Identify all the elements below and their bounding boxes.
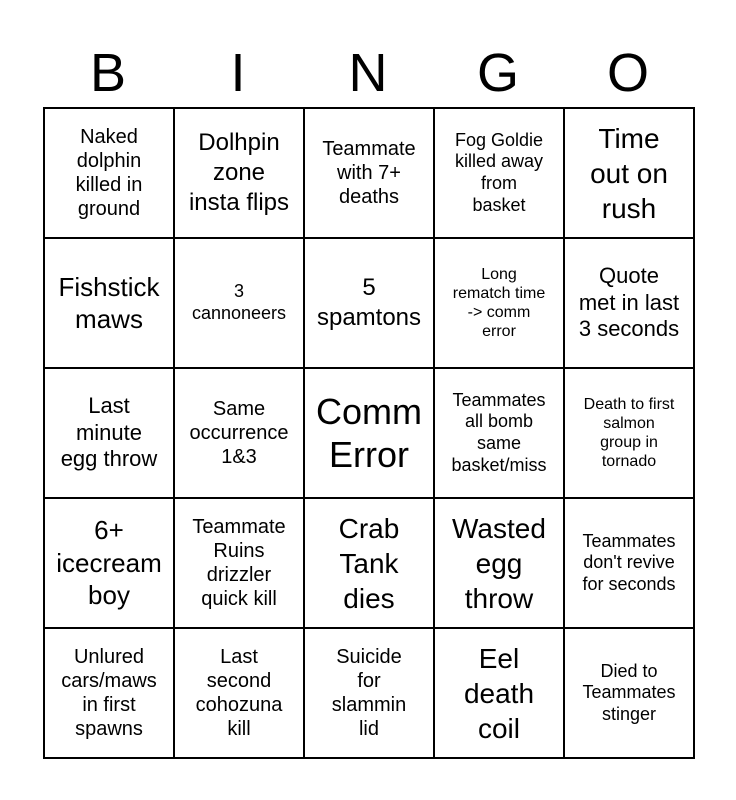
bingo-cell-r2c4[interactable]: Long rematch time -> comm error [435,239,565,369]
bingo-cell-r2c3[interactable]: 5 spamtons [305,239,435,369]
header-letter-b: B [89,43,127,103]
bingo-grid [43,107,695,759]
bingo-cell-r1c4[interactable]: Fog Goldie killed away from basket [435,109,565,239]
bingo-cell-r4c3[interactable]: Crab Tank dies [305,499,435,629]
bingo-cell-r3c1[interactable]: Last minute egg throw [45,369,175,499]
header-letter-o: O [606,43,649,103]
bingo-cell-r5c4[interactable]: Eel death coil [435,629,565,759]
bingo-cell-r5c3[interactable]: Suicide for slammin lid [305,629,435,759]
bingo-cell-r2c5[interactable]: Quote met in last 3 seconds [565,239,695,369]
bingo-cell-r3c2[interactable]: Same occurrence 1&3 [175,369,305,499]
header-letter-n: N [348,43,388,103]
bingo-cell-r4c5[interactable]: Teammates don't revive for seconds [565,499,695,629]
bingo-cell-r5c1[interactable]: Unlured cars/maws in first spawns [45,629,175,759]
bingo-cell-r1c2[interactable]: Dolhpin zone insta flips [175,109,305,239]
bingo-header [43,40,693,106]
bingo-cell-r4c1[interactable]: 6+ icecream boy [45,499,175,629]
bingo-cell-r3c4[interactable]: Teammates all bomb same basket/miss [435,369,565,499]
bingo-cell-r1c5[interactable]: Time out on rush [565,109,695,239]
bingo-cell-r5c2[interactable]: Last second cohozuna kill [175,629,305,759]
bingo-cell-r5c5[interactable]: Died to Teammates stinger [565,629,695,759]
header-letter-i: I [230,43,246,103]
bingo-cell-r3c5[interactable]: Death to first salmon group in tornado [565,369,695,499]
header-letter-g: G [476,43,519,103]
bingo-cell-r2c1[interactable]: Fishstick maws [45,239,175,369]
bingo-cell-r4c4[interactable]: Wasted egg throw [435,499,565,629]
bingo-cell-r3c3-free[interactable]: Comm Error [305,369,435,499]
bingo-cell-r1c3[interactable]: Teammate with 7+ deaths [305,109,435,239]
bingo-cell-r1c1[interactable]: Naked dolphin killed in ground [45,109,175,239]
bingo-cell-r2c2[interactable]: 3 cannoneers [175,239,305,369]
bingo-cell-r4c2[interactable]: Teammate Ruins drizzler quick kill [175,499,305,629]
